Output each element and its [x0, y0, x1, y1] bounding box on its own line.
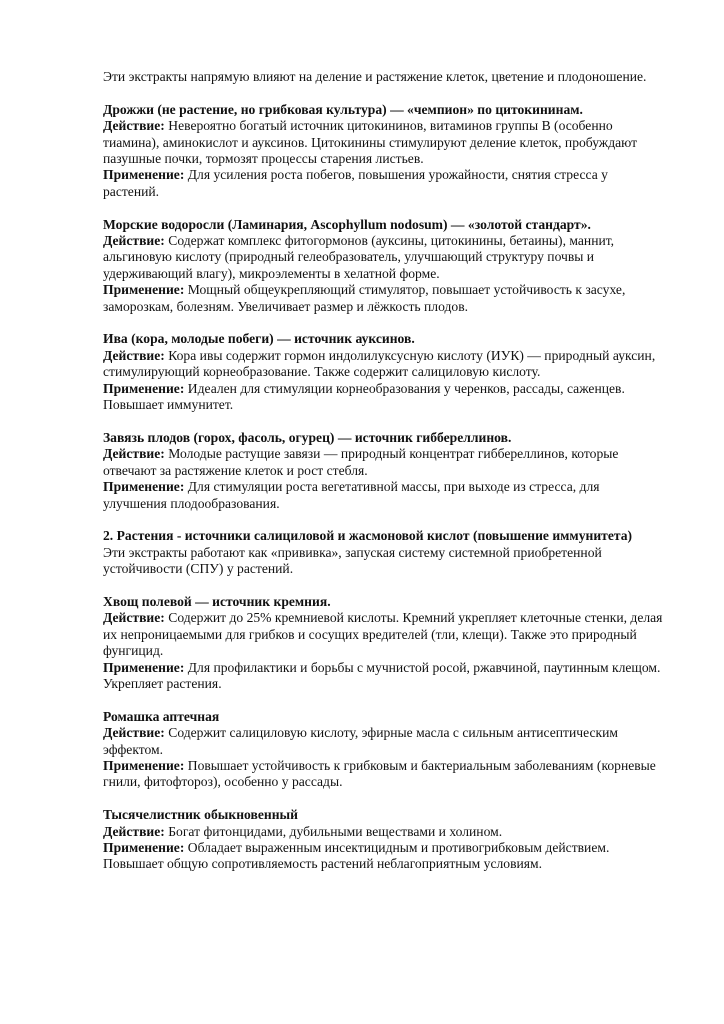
entry-action: Действие: Богат фитонцидами, дубильными веществами и холином. [103, 823, 503, 839]
document-body [103, 69, 663, 873]
entry-use: Применение: Для усиления роста побегов, повышения урожайности, снятия стресса у растений. [103, 167, 608, 199]
entry-use: Применение: Для профилактики и борьбы с мучнистой росой, ржавчиной, паутинным клещом. Укрепляет растения. [103, 659, 661, 691]
section-intro: Эти экстракты работают как «прививка», запуская систему системной приобретенной устойчивости (СПУ) у растений. [103, 544, 602, 577]
plant-entry-yeast [103, 102, 663, 200]
entry-title: Ромашка аптечная [103, 708, 220, 724]
entry-action: Действие: Молодые растущие завязи — природный концентрат гиббереллинов, которые отвечают за растяжение клеток и рост стебля. [103, 446, 619, 478]
intro-paragraph: Эти экстракты напрямую влияют на деление и растяжение клеток, цветение и плодоношение. [103, 69, 647, 84]
entry-use: Применение: Мощный общеукрепляющий стимулятор, повышает устойчивость к засухе, заморозкам, болезням. Увеличивает размер и лёжкость плодов. [103, 282, 626, 314]
entry-title: Тысячелистник обыкновенный [103, 807, 298, 823]
entry-title: Ива (кора, молодые побеги) — источник ауксинов. [103, 331, 415, 347]
entry-action: Действие: Содержит до 25% кремниевой кислоты. Кремний укрепляет клеточные стенки, делая их непроницаемыми для грибков и сосущих вредителей (тли, клещи). Также это природный фунгицид. [103, 610, 663, 659]
plant-entry-fruit-ovary [103, 430, 663, 512]
entry-use: Применение: Для стимуляции роста вегетативной массы, при выходе из стресса, для улучшения плодообразования. [103, 479, 600, 511]
entry-title: Дрожжи (не растение, но грибковая культура) — «чемпион» по цитокининам. [103, 101, 583, 117]
entry-title: Хвощ полевой — источник кремния. [103, 593, 331, 609]
use-label: Применение: [103, 479, 185, 495]
entry-title: Морские водоросли (Ламинария, Ascophyllum nodosum) — «золотой стандарт». [103, 216, 591, 232]
plant-entry-yarrow [103, 807, 663, 873]
plant-entry-seaweed [103, 217, 663, 315]
entry-use: Применение: Идеален для стимуляции корнеобразования у черенков, рассады, саженцев. Повышает иммунитет. [103, 380, 625, 413]
entry-action: Действие: Невероятно богатый источник цитокининов, витаминов группы В (особенно тиамина), аминокислот и ауксинов. Цитокинины стимулируют деление клеток, пробуждают пазушные почки, тормозят процессы старения листьев. [103, 118, 638, 167]
action-label: Действие: [103, 233, 165, 249]
action-label: Действие: [103, 347, 165, 363]
use-label: Применение: [103, 167, 185, 183]
use-label: Применение: [103, 659, 185, 675]
use-label: Применение: [103, 757, 185, 773]
entry-title: Завязь плодов (горох, фасоль, огурец) — источник гиббереллинов. [103, 429, 512, 445]
use-label: Применение: [103, 282, 185, 298]
plant-entry-horsetail [103, 594, 663, 692]
action-label: Действие: [103, 725, 165, 741]
action-label: Действие: [103, 118, 165, 134]
plant-entry-willow [103, 331, 663, 413]
entry-use: Применение: Обладает выраженным инсектицидным и противогрибковым действием. Повышает общую сопротивляемость растений неблагоприятным условиям. [103, 839, 610, 872]
action-label: Действие: [103, 446, 165, 462]
use-label: Применение: [103, 380, 185, 396]
action-label: Действие: [103, 823, 165, 839]
action-label: Действие: [103, 610, 165, 626]
use-label: Применение: [103, 839, 185, 855]
plant-entry-chamomile [103, 709, 663, 791]
entry-use: Применение: Повышает устойчивость к грибковым и бактериальным заболеваниям (корневые гнили, фитофтороз), особенно у рассады. [103, 757, 656, 790]
entry-action: Действие: Содержат комплекс фитогормонов (ауксины, цитокинины, бетаины), маннит, альгиновую кислоту (природный гелеобразователь, улучшающий структуру почвы и удерживающий влагу), микроэлементы в хелатной форме. [103, 233, 615, 281]
section-heading: 2. Растения - источники салициловой и жасмоновой кислот (повышение иммунитета) [103, 528, 633, 544]
entry-action: Действие: Кора ивы содержит гормон индолилуксусную кислоту (ИУК) — природный ауксин, стимулирующий корнеобразование. Также содержит салициловую кислоту. [103, 347, 656, 380]
entry-action: Действие: Содержит салициловую кислоту, эфирные масла с сильным антисептическим эффектом. [103, 725, 618, 757]
